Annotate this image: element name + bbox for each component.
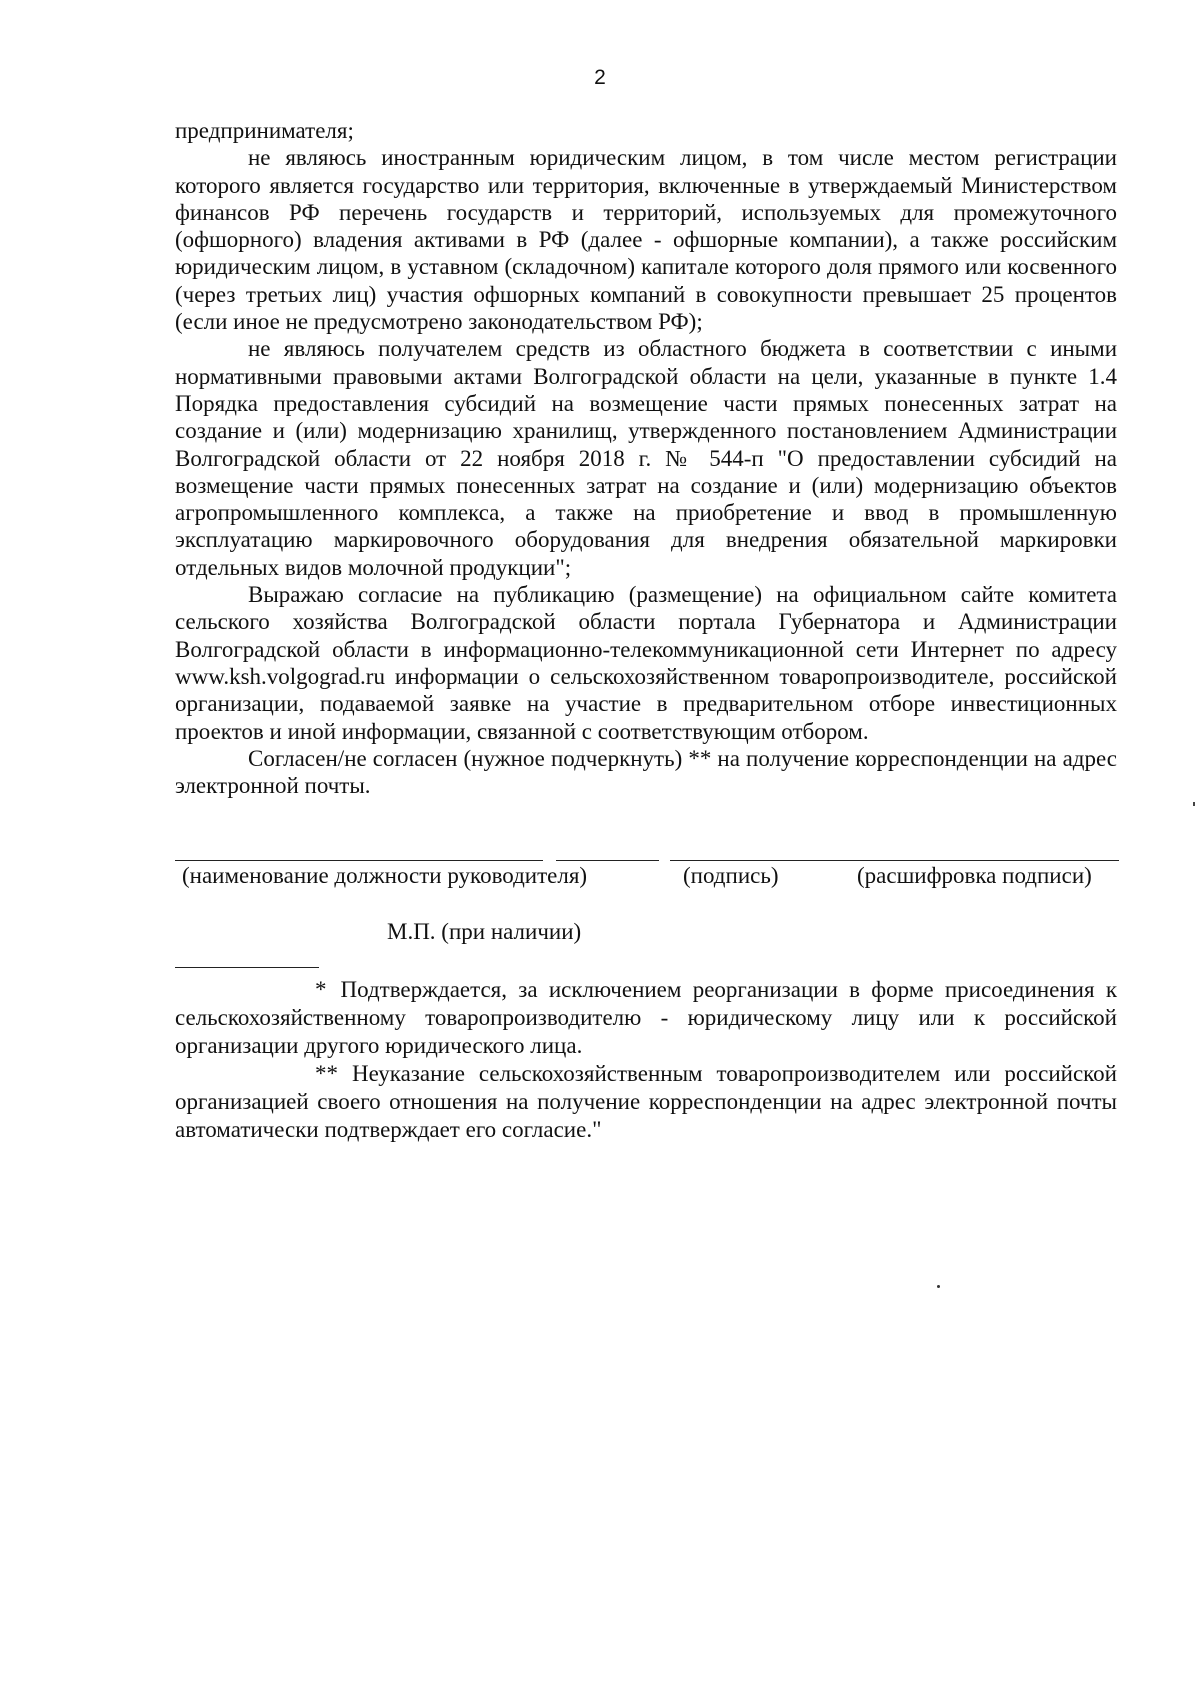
- page-number: 2: [594, 66, 606, 89]
- position-signature-line: [175, 860, 543, 861]
- footnote-mark: **: [315, 1061, 338, 1086]
- footnote-divider: [175, 967, 319, 968]
- signature-lines: [175, 860, 1119, 861]
- decoding-signature-line: [670, 860, 1119, 861]
- paragraph-budget-statement: не являюсь получателем средств из областного бюджета в соответствии с иными нормативными правовыми актами Волгоградской области на цели, указанные в пункте 1.4 Порядка предоставления субсидий на возмещение части прямых понесенных затрат на создание и (или) модернизацию хранилищ, утвержденного постановлением Администрации Волгоградской области от 22 ноября 2018 г. № 544-п "О предоставлении субсидий на возмещение части прямых понесенных затрат на создание и (или) модернизацию объектов агропромышленного комплекса, а также на приобретение и ввод в промышленную эксплуатацию маркировочного оборудования для внедрения обязательной маркировки отдельных видов молочной продукции";: [175, 336, 1117, 580]
- footnote-text: Подтверждается, за исключением реорганизации в форме присоединения к сельскохозяйственному товаропроизводителю - юридическому лицу или к российской организации другого юридического лица.: [175, 977, 1117, 1058]
- paragraph-email-consent: Согласен/не согласен (нужное подчеркнуть) ** на получение корреспонденции на адрес электронной почты.: [175, 745, 1117, 799]
- footnote-text: Неуказание сельскохозяйственным товаропроизводителем или российской организацией своего отношения на получение корреспонденции на адрес электронной почты автоматически подтверждает его согласие.": [175, 1061, 1117, 1142]
- footnote: [175, 1060, 1117, 1144]
- scan-edge-mark: [1193, 802, 1195, 806]
- paragraph-continuation: предпринимателя;: [175, 118, 354, 143]
- footnote: [175, 976, 1117, 1060]
- paragraph-offshore-statement: не являюсь иностранным юридическим лицом, в том числе местом регистрации которого является государство или территория, включенные в утверждаемый Министерством финансов РФ перечень государств и территорий, используемых для промежуточного (офшорного) владения активами в РФ (далее - офшорные компании), а также российским юридическим лицом, в уставном (складочном) капитале которого доля прямого или косвенного (через третьих лиц) участия офшорных компаний в совокупности превышает 25 процентов (если иное не предусмотрено законодательством РФ);: [175, 145, 1117, 335]
- footnotes: [175, 976, 1117, 1144]
- decoding-label: (расшифровка подписи): [857, 863, 1092, 888]
- position-label: (наименование должности руководителя): [182, 863, 588, 888]
- document-body: [175, 117, 1117, 799]
- scan-speck: [937, 1285, 940, 1288]
- paragraph-publication-consent: Выражаю согласие на публикацию (размещение) на официальном сайте комитета сельского хозяйства Волгоградской области портала Губернатора и Администрации Волгоградской области в информационно-телекоммуникационной сети Интернет по адресу www.ksh.volgograd.ru информации о сельскохозяйственном товаропроизводителе, российской организации, подаваемой заявке на участие в предварительном отборе инвестиционных проектов и иной информации, связанной с соответствующим отбором.: [175, 582, 1117, 744]
- signature-line: [556, 860, 659, 861]
- signature-label: (подпись): [683, 863, 779, 888]
- footnote-mark: *: [315, 977, 327, 1002]
- stamp-label: М.П. (при наличии): [387, 919, 582, 944]
